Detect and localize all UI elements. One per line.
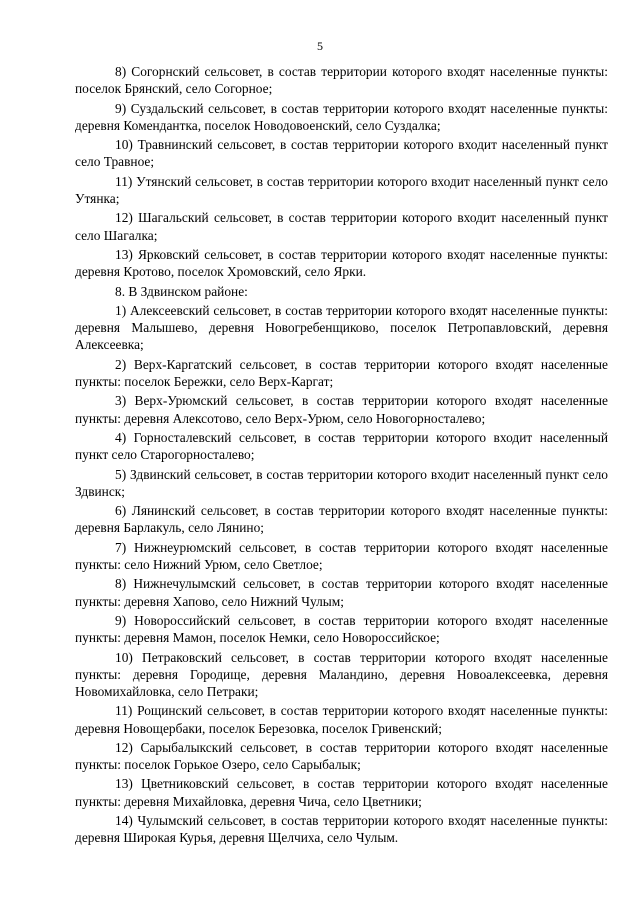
- paragraph: 9) Суздальский сельсовет, в состав территории которого входят населенные пункты: деревня Комендантка, поселок Новодовоенский, село Суздалка;: [75, 100, 608, 133]
- paragraph: 3) Верх-Урюмский сельсовет, в состав территории которого входят населенные пункты: деревня Алексотово, село Верх-Урюм, село Новогорносталево;: [75, 393, 608, 426]
- paragraph: 8) Нижнечулымский сельсовет, в состав территории которого входят населенные пункты: деревня Хапово, село Нижний Чулым;: [75, 576, 608, 609]
- paragraph: 6) Лянинский сельсовет, в состав территории которого входят населенные пункты: деревня Барлакуль, село Лянино;: [75, 503, 608, 536]
- paragraph: 11) Утянский сельсовет, в состав территории которого входит населенный пункт село Утянка;: [75, 173, 608, 206]
- section-heading: 8. В Здвинском районе:: [115, 283, 248, 299]
- paragraph: 13) Цветниковский сельсовет, в состав территории которого входят населенные пункты: деревня Михайловка, деревня Чича, село Цветники;: [75, 776, 608, 809]
- paragraph: 2) Верх-Каргатский сельсовет, в состав территории которого входят населенные пункты: поселок Бережки, село Верх-Каргат;: [75, 356, 608, 389]
- page-number: 5: [317, 39, 323, 53]
- paragraph: 4) Горносталевский сельсовет, в состав территории которого входит населенный пункт село Старогорносталево;: [75, 429, 608, 463]
- paragraph: 9) Новороссийский сельсовет, в состав территории которого входят населенные пункты: деревня Мамон, поселок Немки, село Новороссийское;: [75, 612, 608, 646]
- paragraph: 10) Травнинский сельсовет, в состав территории которого входит населенный пункт село Травное;: [75, 137, 608, 170]
- paragraph: 12) Шагальский сельсовет, в состав территории которого входит населенный пункт село Шагалка;: [75, 210, 608, 243]
- paragraph: 14) Чулымский сельсовет, в состав территории которого входят населенные пункты: деревня Широкая Курья, деревня Щелчиха, село Чулым.: [75, 813, 608, 846]
- paragraph: 5) Здвинский сельсовет, в состав территории которого входит населенный пункт село Здвинск;: [75, 466, 608, 499]
- paragraph: 1) Алексеевский сельсовет, в состав территории которого входят населенные пункты: деревня Малышево, деревня Новогребенщиково, поселок Петропавловский, деревня Алексеевка;: [75, 302, 608, 353]
- paragraph: 7) Нижнеурюмский сельсовет, в состав территории которого входят населенные пункты: село Нижний Урюм, село Светлое;: [75, 539, 608, 572]
- document-body: [75, 63, 608, 849]
- paragraph: 12) Сарыбалыкский сельсовет, в состав территории которого входят населенные пункты: поселок Горькое Озеро, село Сарыбалык;: [75, 739, 608, 773]
- paragraph: 8) Согорнский сельсовет, в состав территории которого входят населенные пункты: поселок Брянский, село Согорное;: [75, 64, 608, 97]
- paragraph: 11) Рощинский сельсовет, в состав территории которого входят населенные пункты: деревня Новощербаки, поселок Березовка, поселок Гривенский;: [75, 703, 608, 736]
- paragraph: 10) Петраковский сельсовет, в состав территории которого входят населенные пункты: деревня Городище, деревня Маландино, деревня Новоалексеевка, деревня Новомихайловка, село Петраки;: [75, 649, 608, 699]
- paragraph: 13) Ярковский сельсовет, в состав территории которого входят населенные пункты: деревня Кротово, поселок Хромовский, село Ярки.: [75, 246, 608, 280]
